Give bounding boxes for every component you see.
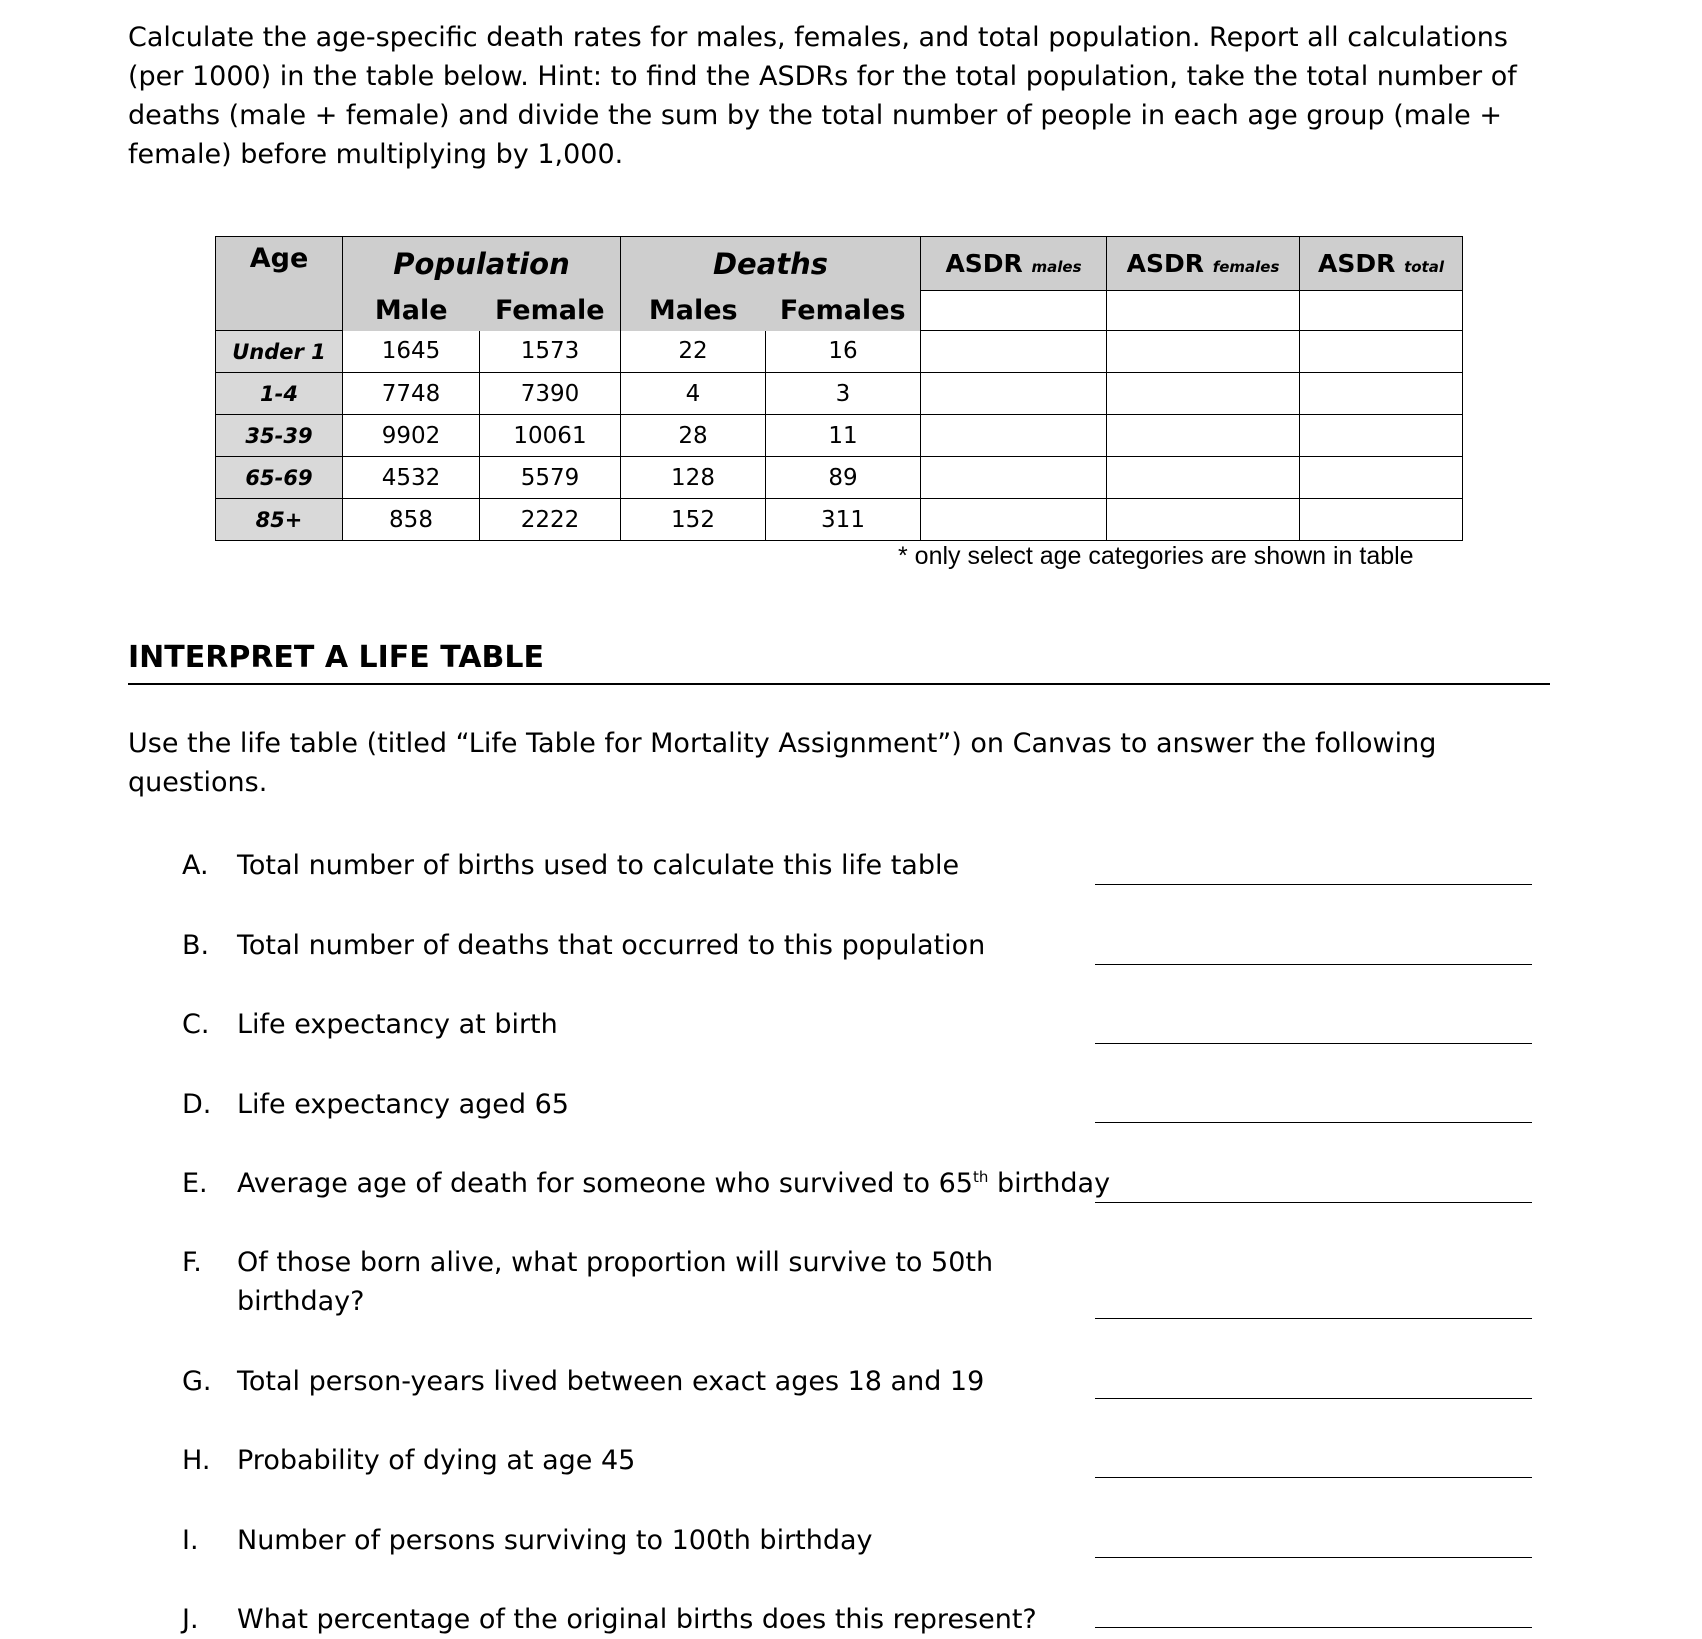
question-letter: E. bbox=[182, 1168, 208, 1199]
life-table-instructions: Use the life table (titled “Life Table for Mortality Assignment”) on Canvas to answer the following questions. bbox=[128, 728, 1437, 798]
question-letter: D. bbox=[182, 1089, 212, 1120]
pop-male-header: Male bbox=[343, 291, 480, 331]
pop-female-cell: 7390 bbox=[480, 373, 621, 415]
answer-line[interactable] bbox=[1095, 1398, 1532, 1399]
pop-male-cell: 4532 bbox=[343, 457, 480, 499]
asdr-cell[interactable] bbox=[921, 373, 1107, 415]
asdr-cell[interactable] bbox=[921, 415, 1107, 457]
asdr-cell[interactable] bbox=[1107, 499, 1300, 541]
population-header: Population bbox=[343, 237, 621, 291]
pop-female-header: Female bbox=[480, 291, 621, 331]
section-divider bbox=[128, 683, 1550, 685]
answer-line[interactable] bbox=[1095, 1627, 1532, 1628]
question-text: Life expectancy aged 65 bbox=[237, 1089, 569, 1120]
deaths-male-cell: 152 bbox=[621, 499, 766, 541]
pop-female-cell: 5579 bbox=[480, 457, 621, 499]
question-text: Number of persons surviving to 100th birthday bbox=[237, 1525, 873, 1556]
age-cell: 85+ bbox=[216, 499, 343, 541]
answer-line[interactable] bbox=[1095, 1477, 1532, 1478]
answer-line[interactable] bbox=[1095, 884, 1532, 885]
deaths-female-cell: 16 bbox=[766, 331, 921, 373]
pop-male-cell: 9902 bbox=[343, 415, 480, 457]
asdr-cell[interactable] bbox=[1300, 291, 1463, 331]
table-row bbox=[216, 415, 1463, 457]
instructions-paragraph: Calculate the age-specific death rates for males, females, and total population. Report all calculations (per 1000) in the table below. Hint: to find the ASDRs for the total population, take the total number of deaths (male + female) and divide the sum by the total number of people in each age group (male + female) before multiplying by 1,000. bbox=[128, 22, 1517, 170]
deaths-female-cell: 311 bbox=[766, 499, 921, 541]
deaths-female-cell: 89 bbox=[766, 457, 921, 499]
deaths-header: Deaths bbox=[621, 237, 921, 291]
asdr-cell[interactable] bbox=[1107, 415, 1300, 457]
question-text: Total number of births used to calculate this life table bbox=[237, 850, 960, 881]
age-header: Age bbox=[216, 237, 343, 331]
pop-male-cell: 858 bbox=[343, 499, 480, 541]
age-cell: Under 1 bbox=[216, 331, 343, 373]
table-row bbox=[216, 499, 1463, 541]
pop-female-cell: 2222 bbox=[480, 499, 621, 541]
asdr-cell[interactable] bbox=[921, 291, 1107, 331]
question-letter: A. bbox=[182, 850, 209, 881]
answer-line[interactable] bbox=[1095, 1202, 1532, 1203]
asdr-males-header: ASDR males bbox=[921, 237, 1107, 291]
asdr-total-header: ASDR total bbox=[1300, 237, 1463, 291]
answer-line[interactable] bbox=[1095, 1557, 1532, 1558]
question-text: What percentage of the original births does this represent? bbox=[237, 1604, 1037, 1635]
question-text: Average age of death for someone who survived to 65th birthday bbox=[237, 1168, 1111, 1199]
answer-line[interactable] bbox=[1095, 964, 1532, 965]
deaths-male-cell: 22 bbox=[621, 331, 766, 373]
question-letter: H. bbox=[182, 1445, 211, 1476]
question-text: Life expectancy at birth bbox=[237, 1009, 558, 1040]
asdr-cell[interactable] bbox=[1300, 457, 1463, 499]
table-row bbox=[216, 331, 1463, 373]
deaths-male-cell: 28 bbox=[621, 415, 766, 457]
question-letter: F. bbox=[182, 1247, 202, 1278]
age-cell: 65-69 bbox=[216, 457, 343, 499]
question-letter: J. bbox=[182, 1604, 199, 1635]
question-letter: C. bbox=[182, 1009, 210, 1040]
age-cell: 35-39 bbox=[216, 415, 343, 457]
table-row bbox=[216, 373, 1463, 415]
table-row bbox=[216, 457, 1463, 499]
answer-line[interactable] bbox=[1095, 1122, 1532, 1123]
asdr-cell[interactable] bbox=[1300, 331, 1463, 373]
question-letter: G. bbox=[182, 1366, 212, 1397]
pop-female-cell: 10061 bbox=[480, 415, 621, 457]
deaths-male-cell: 128 bbox=[621, 457, 766, 499]
asdr-cell[interactable] bbox=[921, 331, 1107, 373]
question-letter: I. bbox=[182, 1525, 199, 1556]
asdr-cell[interactable] bbox=[1300, 415, 1463, 457]
section-title: INTERPRET A LIFE TABLE bbox=[128, 640, 545, 675]
asdr-cell[interactable] bbox=[1107, 331, 1300, 373]
deaths-male-header: Males bbox=[621, 291, 766, 331]
question-text: Total number of deaths that occurred to this population bbox=[237, 930, 986, 961]
table-footnote: * only select age categories are shown in table bbox=[898, 542, 1414, 570]
asdr-cell[interactable] bbox=[1107, 457, 1300, 499]
age-cell: 1-4 bbox=[216, 373, 343, 415]
question-text: Of those born alive, what proportion will survive to 50th birthday? bbox=[237, 1247, 994, 1317]
deaths-female-cell: 3 bbox=[766, 373, 921, 415]
question-text: Total person-years lived between exact ages 18 and 19 bbox=[237, 1366, 985, 1397]
question-text: Probability of dying at age 45 bbox=[237, 1445, 636, 1476]
question-letter: B. bbox=[182, 930, 210, 961]
asdr-cell[interactable] bbox=[1107, 373, 1300, 415]
answer-line[interactable] bbox=[1095, 1318, 1532, 1319]
asdr-cell[interactable] bbox=[921, 457, 1107, 499]
deaths-male-cell: 4 bbox=[621, 373, 766, 415]
deaths-female-header: Females bbox=[766, 291, 921, 331]
answer-line[interactable] bbox=[1095, 1043, 1532, 1044]
asdr-cell[interactable] bbox=[1107, 291, 1300, 331]
asdr-cell[interactable] bbox=[1300, 499, 1463, 541]
asdr-cell[interactable] bbox=[921, 499, 1107, 541]
asdr-table bbox=[215, 236, 1463, 541]
pop-female-cell: 1573 bbox=[480, 331, 621, 373]
asdr-cell[interactable] bbox=[1300, 373, 1463, 415]
deaths-female-cell: 11 bbox=[766, 415, 921, 457]
asdr-females-header: ASDR females bbox=[1107, 237, 1300, 291]
pop-male-cell: 1645 bbox=[343, 331, 480, 373]
pop-male-cell: 7748 bbox=[343, 373, 480, 415]
